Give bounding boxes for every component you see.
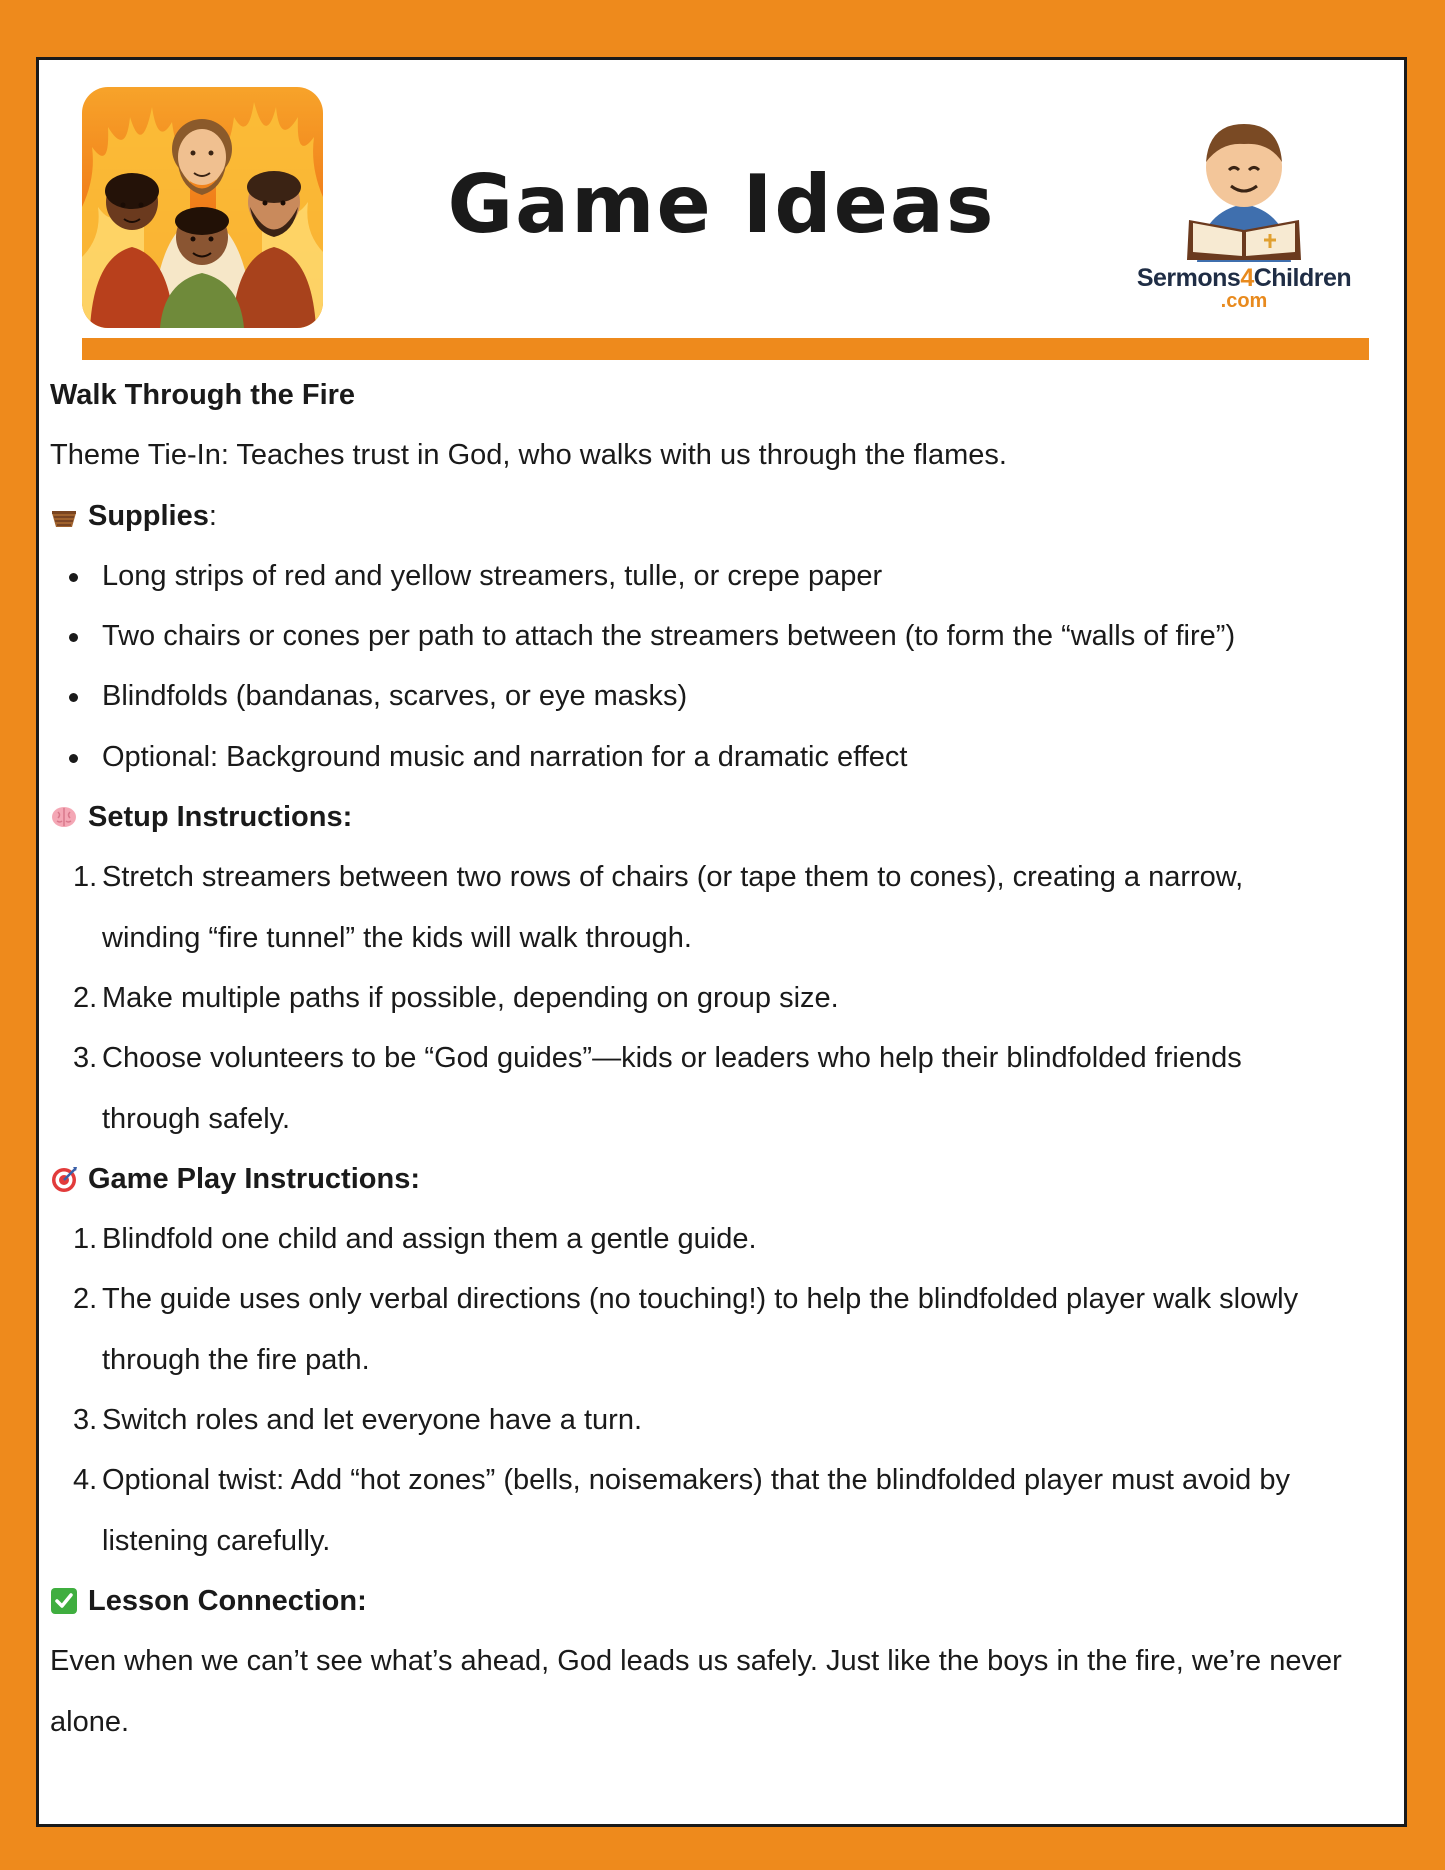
basket-icon bbox=[50, 502, 78, 530]
list-item: 2. Make multiple paths if possible, depending on group size. bbox=[73, 981, 839, 1014]
setup-heading-label: Setup Instructions: bbox=[88, 801, 353, 834]
lesson-text: Even when we can’t see what’s ahead, God leads us safely. Just like the boys in the fire, we’re never alone. bbox=[50, 1645, 1342, 1738]
logo-domain: .com bbox=[1220, 290, 1268, 312]
list-item: 3. Switch roles and let everyone have a turn. bbox=[73, 1404, 643, 1437]
list-item: 4. Optional twist: Add “hot zones” (bells, noisemakers) that the blindfolded player must avoid by listening carefully. bbox=[73, 1464, 1290, 1557]
check-icon bbox=[50, 1587, 78, 1615]
gameplay-heading-label: Game Play Instructions: bbox=[88, 1162, 420, 1195]
theme-tie-in: Theme Tie-In: Teaches trust in God, who walks with us through the flames. bbox=[50, 439, 1007, 472]
page-title: Game Ideas bbox=[447, 158, 996, 251]
list-item: Long strips of red and yellow streamers, tulle, or crepe paper bbox=[50, 546, 1392, 606]
list-item: 2. The guide uses only verbal directions (no touching!) to help the blindfolded player walk slowly through the fire path. bbox=[73, 1283, 1299, 1376]
brain-icon bbox=[50, 803, 78, 831]
child-reading-bible-icon bbox=[1129, 112, 1359, 262]
list-item: 1. Stretch streamers between two rows of chairs (or tape them to cones), creating a narrow, winding “fire tunnel” the kids will walk through. bbox=[73, 861, 1244, 954]
list-item: 3. Choose volunteers to be “God guides”—kids or leaders who help their blindfolded friends through safely. bbox=[73, 1042, 1242, 1135]
supplies-heading bbox=[50, 486, 1392, 546]
supplies-heading-label: Supplies bbox=[88, 499, 209, 532]
sermons4children-logo bbox=[1129, 112, 1359, 312]
lesson-heading bbox=[50, 1571, 1392, 1631]
header-divider bbox=[82, 338, 1369, 360]
setup-heading bbox=[50, 787, 1392, 847]
target-icon bbox=[50, 1165, 78, 1193]
gameplay-heading bbox=[50, 1149, 1392, 1209]
list-item: Optional: Background music and narration for a dramatic effect bbox=[50, 727, 1392, 787]
game-title: Walk Through the Fire bbox=[50, 379, 356, 411]
fiery-furnace-illustration bbox=[82, 87, 323, 328]
supplies-list bbox=[50, 546, 1392, 787]
setup-steps bbox=[50, 847, 1392, 1148]
worksheet-page bbox=[36, 57, 1407, 1827]
list-item: Two chairs or cones per path to attach the streamers between (to form the “walls of fire”) bbox=[50, 606, 1392, 666]
list-item: 1. Blindfold one child and assign them a gentle guide. bbox=[73, 1223, 757, 1256]
logo-wordmark: Sermons4Children bbox=[1136, 264, 1352, 292]
list-item: Blindfolds (bandanas, scarves, or eye masks) bbox=[50, 666, 1392, 726]
gameplay-steps bbox=[50, 1209, 1392, 1571]
lesson-heading-label: Lesson Connection: bbox=[88, 1584, 367, 1617]
supplies-heading-colon: : bbox=[208, 499, 217, 532]
game-content bbox=[50, 365, 1392, 1752]
